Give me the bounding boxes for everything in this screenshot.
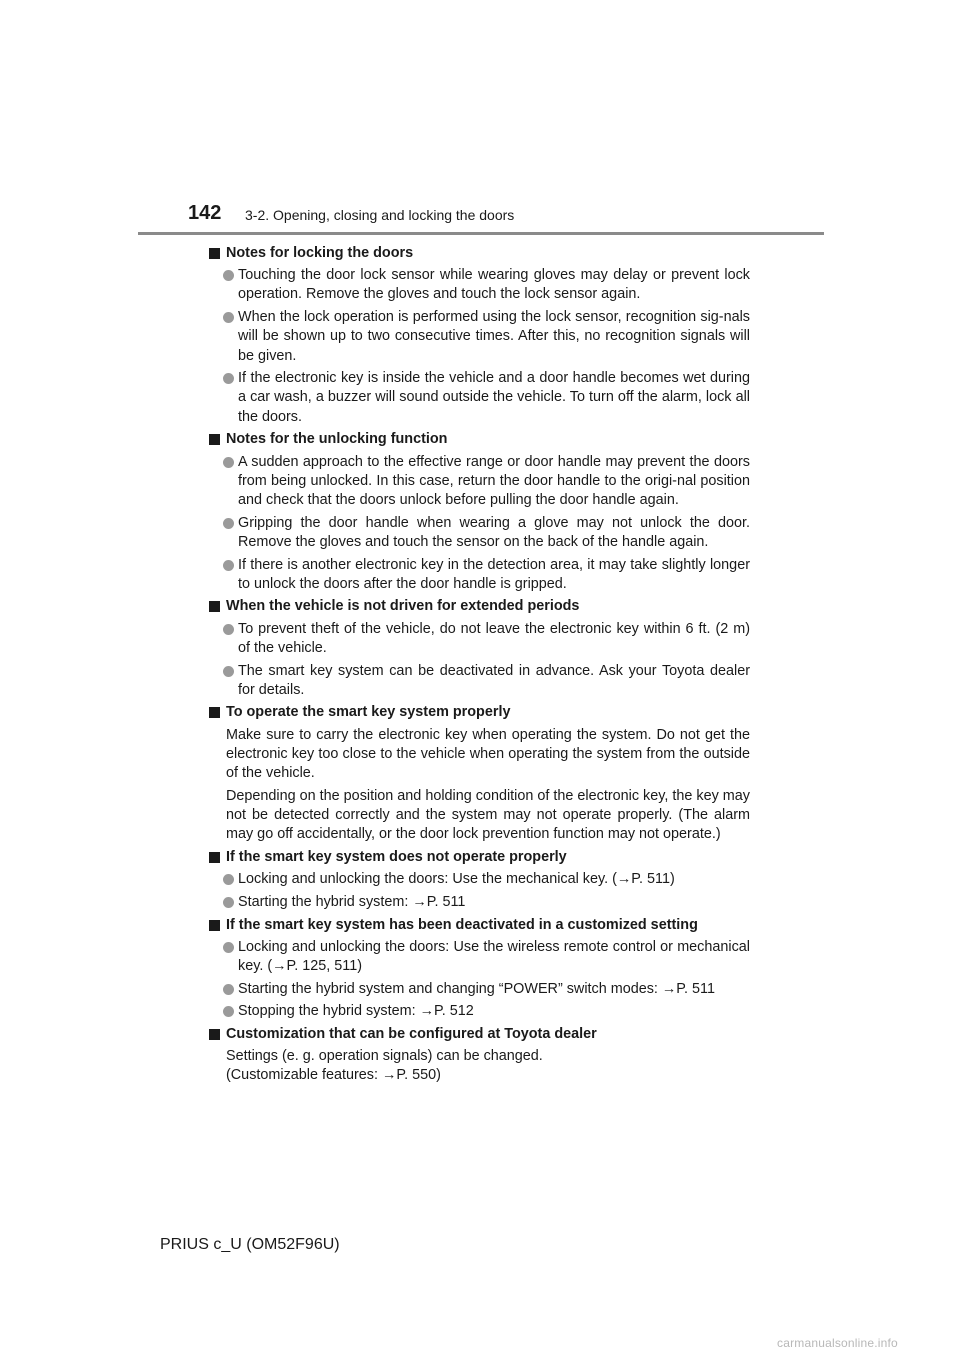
circle-bullet-icon — [223, 518, 234, 529]
paragraph: (Customizable features: →P. 550) — [226, 1067, 441, 1084]
list-item: Starting the hybrid system: →P. 511 — [209, 893, 750, 912]
section-extended-periods — [209, 597, 750, 700]
square-bullet-icon — [209, 601, 220, 612]
section-heading: If the smart key system has been deactivated in a customized setting — [209, 916, 750, 935]
watermark: carmanualsonline.info — [777, 1336, 898, 1350]
square-bullet-icon — [209, 434, 220, 445]
square-bullet-icon — [209, 920, 220, 931]
paragraph: Settings (e. g. operation signals) can be changed. — [226, 1048, 543, 1065]
circle-bullet-icon — [223, 897, 234, 908]
list-item: Starting the hybrid system and changing “POWER” switch modes: →P. 511 — [209, 980, 750, 999]
page-number: 142 — [188, 202, 222, 224]
circle-bullet-icon — [223, 624, 234, 635]
list-item: Stopping the hybrid system: →P. 512 — [209, 1002, 750, 1021]
section-heading: Notes for the unlocking function — [209, 430, 750, 449]
square-bullet-icon — [209, 1029, 220, 1040]
circle-bullet-icon — [223, 457, 234, 468]
circle-bullet-icon — [223, 984, 234, 995]
section-unlocking-notes — [209, 430, 750, 594]
list-item: A sudden approach to the effective range or door handle may prevent the doors from being unlocked. In this case, return the door handle to the origi-nal position and check that the doors unlock before pulling the door handle again. — [209, 453, 750, 511]
page-header — [0, 0, 960, 240]
circle-bullet-icon — [223, 942, 234, 953]
circle-bullet-icon — [223, 666, 234, 677]
section-heading: Customization that can be configured at Toyota dealer — [209, 1025, 750, 1044]
section-heading: To operate the smart key system properly — [209, 703, 750, 722]
list-item: Gripping the door handle when wearing a glove may not unlock the door. Remove the gloves and touch the sensor on the back of the handle again. — [209, 514, 750, 552]
circle-bullet-icon — [223, 560, 234, 571]
list-item: The smart key system can be deactivated in advance. Ask your Toyota dealer for details. — [209, 662, 750, 700]
page-content — [209, 244, 750, 1089]
list-item: When the lock operation is performed using the lock sensor, recognition sig-nals will be shown up to two consecutive times. After this, no recognition signals will be given. — [209, 308, 750, 366]
section-heading: If the smart key system does not operate properly — [209, 848, 750, 867]
section-heading: Notes for locking the doors — [209, 244, 750, 263]
section-not-operate — [209, 848, 750, 912]
paragraph: Make sure to carry the electronic key when operating the system. Do not get the electronic key too close to the vehicle when operating the system from the outside of the vehicle. — [226, 726, 750, 782]
section-locking-notes — [209, 244, 750, 427]
circle-bullet-icon — [223, 312, 234, 323]
square-bullet-icon — [209, 852, 220, 863]
circle-bullet-icon — [223, 270, 234, 281]
section-operate-properly — [209, 703, 750, 844]
square-bullet-icon — [209, 248, 220, 259]
section-deactivated — [209, 916, 750, 1022]
circle-bullet-icon — [223, 874, 234, 885]
list-item: Touching the door lock sensor while wearing gloves may delay or prevent lock operation. Remove the gloves and touch the lock sensor again. — [209, 266, 750, 304]
section-title: 3-2. Opening, closing and locking the doors — [245, 207, 515, 223]
section-heading: When the vehicle is not driven for extended periods — [209, 597, 750, 616]
circle-bullet-icon — [223, 1006, 234, 1017]
footer-model: PRIUS c_U (OM52F96U) — [160, 1236, 340, 1253]
list-item: To prevent theft of the vehicle, do not leave the electronic key within 6 ft. (2 m) of the vehicle. — [209, 620, 750, 658]
square-bullet-icon — [209, 707, 220, 718]
list-item: Locking and unlocking the doors: Use the mechanical key. (→P. 511) — [209, 870, 750, 889]
list-item: If there is another electronic key in the detection area, it may take slightly longer to unlock the doors after the door handle is gripped. — [209, 556, 750, 594]
circle-bullet-icon — [223, 373, 234, 384]
section-customization — [209, 1025, 750, 1086]
header-rule — [138, 232, 824, 235]
list-item: If the electronic key is inside the vehicle and a door handle becomes wet during a car wash, a buzzer will sound outside the vehicle. To turn off the alarm, lock all the doors. — [209, 369, 750, 427]
list-item: Locking and unlocking the doors: Use the wireless remote control or mechanical key. (→P. 125, 511) — [209, 938, 750, 976]
paragraph: Depending on the position and holding condition of the electronic key, the key may not be detected correctly and the system may not operate properly. (The alarm may go off accidentally, or the door lock prevention function may not operate.) — [226, 787, 750, 843]
